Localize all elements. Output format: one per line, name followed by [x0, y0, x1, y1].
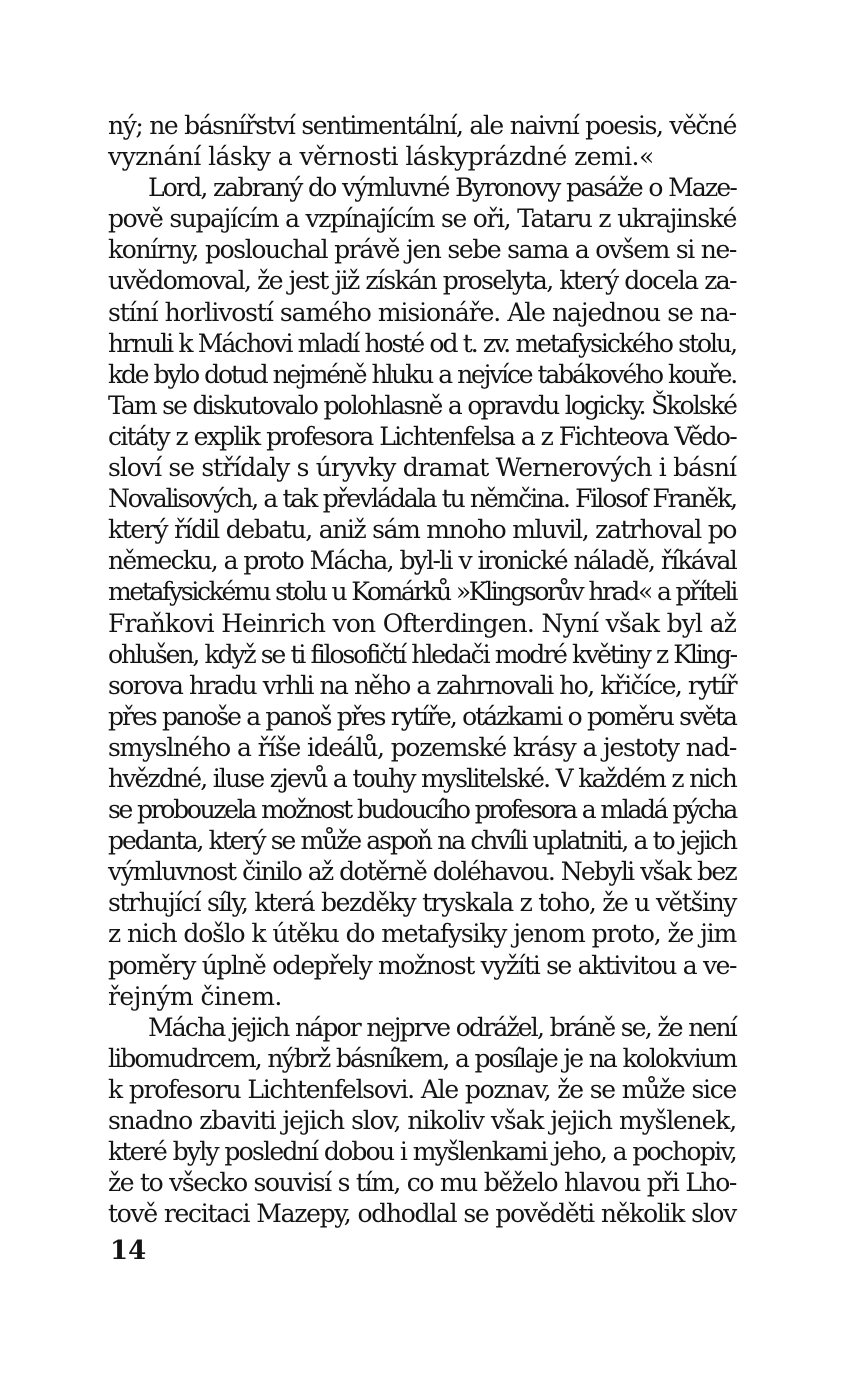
text-line: které byly poslední dobou i myšlenkami jeho, a pochopiv,	[108, 1137, 736, 1167]
text-line: poměry úplně odepřely možnost vyžíti se aktivitou a ve-	[108, 950, 736, 980]
text-line: Tam se diskutovalo polohlasně a opravdu logicky. Školské	[108, 390, 736, 420]
text-line: pově supajícím a vzpínajícím se oři, Tataru z ukrajinské	[108, 204, 736, 234]
text-line: Mácha jejich nápor nejprve odrážel, bráně se, že není	[148, 1012, 736, 1042]
text-line: Lord, zabraný do výmluvné Byronovy pasáže o Maze-	[148, 173, 736, 203]
text-line: Novalisových, a tak převládala tu němčina. Filosof Franěk,	[108, 484, 736, 514]
text-line: přes panoše a panoš přes rytíře, otázkami o poměru světa	[108, 701, 736, 731]
body-text	[108, 110, 736, 1229]
text-line: metafysickému stolu u Komárků »Klingsorův hrad« a příteli	[108, 577, 736, 607]
text-line: snadno zbaviti jejich slov, nikoliv však jejich myšlenek,	[108, 1106, 736, 1135]
text-line: z nich došlo k útěku do metafysiky jenom proto, že jim	[108, 919, 736, 949]
text-line: libomudrcem, nýbrž básníkem, a posílaje je na kolokvium	[108, 1043, 736, 1073]
text-line: hrnuli k Máchovi mladí hosté od t. zv. metafysického stolu,	[108, 328, 736, 358]
text-line: stíní horlivostí samého misionáře. Ale najednou se na-	[108, 297, 736, 327]
text-line: sloví se střídaly s úryvky dramat Wernerových i básní	[108, 453, 736, 483]
text-line: tově recitaci Mazepy, odhodlal se pověděti několik slov	[108, 1199, 736, 1229]
text-line: výmluvnost činilo až dotěrně doléhavou. Nebyli však bez	[108, 857, 736, 887]
text-line: strhující síly, která bezděky tryskala z toho, že u většiny	[108, 888, 736, 918]
text-line: konírny, poslouchal právě jen sebe sama a ovšem si ne-	[108, 235, 736, 265]
text-line: který řídil debatu, aniž sám mnoho mluvil, zatrhoval po	[108, 515, 736, 545]
text-line: smyslného a říše ideálů, pozemské krásy a jestoty nad-	[108, 732, 736, 762]
text-line: se probouzela možnost budoucího profesora a mladá pýcha	[108, 795, 736, 825]
text-line: hvězdné, iluse zjevů a touhy myslitelské. V každém z nich	[108, 763, 736, 793]
text-line: německu, a proto Mácha, byl-li v ironické náladě, říkával	[108, 546, 736, 576]
text-line: pedanta, který se může aspoň na chvíli uplatniti, a to jejich	[108, 826, 736, 856]
text-line: sorova hradu vrhli na něho a zahrnovali ho, křičíce, rytíř	[108, 670, 736, 700]
text-line: že to všecko souvisí s tím, co mu běželo hlavou při Lho-	[108, 1168, 736, 1198]
page-number: 14	[110, 1236, 147, 1266]
text-line: ohlušen, když se ti filosofičtí hledači modré květiny z Kling-	[108, 639, 736, 669]
text-line: Fraňkovi Heinrich von Ofterdingen. Nyní však byl až	[108, 608, 736, 638]
text-line: ný; ne básnířství sentimentální, ale naivní poesis, věčné	[108, 111, 736, 140]
text-line: k profesoru Lichtenfelsovi. Ale poznav, že se může sice	[108, 1074, 736, 1104]
text-line: řejným činem.	[108, 981, 282, 1011]
text-line: kde bylo dotud nejméně hluku a nejvíce tabákového kouře.	[108, 359, 736, 389]
text-line: citáty z explik profesora Lichtenfelsa a z Fichteova Vědo-	[108, 421, 736, 451]
text-line: vyznání lásky a věrnosti láskyprázdné zemi.«	[108, 142, 654, 172]
text-line: uvědomoval, že jest již získán proselyta, který docela za-	[108, 266, 736, 296]
